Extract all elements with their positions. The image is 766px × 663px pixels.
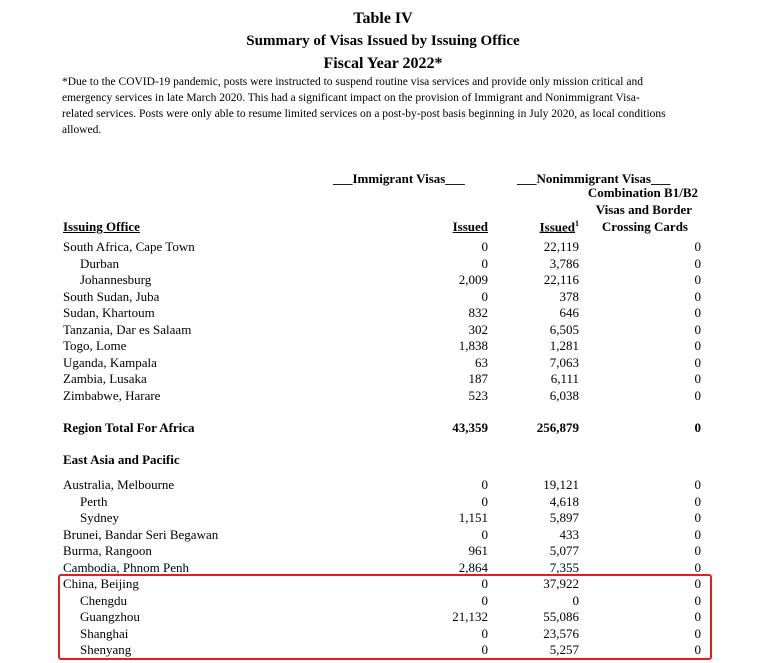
nonimmigrant-issued: 4,618 bbox=[549, 493, 579, 509]
office-name: Burma, Rangoon bbox=[63, 543, 152, 558]
office-name: Perth bbox=[80, 493, 108, 509]
combination-header-line1: Combination B1/B2 bbox=[587, 185, 698, 200]
office-name: Cambodia, Phnom Penh bbox=[63, 559, 190, 575]
nonimmigrant-issued-label: Issued bbox=[539, 219, 575, 235]
table-row bbox=[0, 370, 766, 387]
office-name: Chengdu bbox=[80, 592, 127, 608]
combination-cards: 0 bbox=[694, 526, 701, 542]
nonimmigrant-issued: 37,922 bbox=[543, 576, 579, 591]
table-row bbox=[0, 271, 766, 288]
immigrant-issued: 523 bbox=[468, 387, 488, 403]
nonimmigrant-issued: 646 bbox=[559, 305, 579, 320]
office-name: Region Total For Africa bbox=[63, 420, 195, 435]
combination-cards: 0 bbox=[694, 543, 701, 558]
combination-header-line2: Visas and Border bbox=[595, 202, 692, 217]
nonimmigrant-visas-group-header: ___Nonimmigrant Visas___ bbox=[517, 171, 671, 186]
nonimmigrant-issued-header bbox=[540, 219, 579, 235]
immigrant-issued: 0 bbox=[481, 642, 488, 657]
nonimmigrant-issued: 6,505 bbox=[549, 321, 579, 337]
office-name: Brunei, Bandar Seri Begawan bbox=[63, 526, 219, 542]
highlight-box-china bbox=[58, 574, 712, 660]
office-name: South Sudan, Juba bbox=[63, 288, 160, 304]
nonimmigrant-issued: 256,879 bbox=[536, 420, 579, 435]
table-row bbox=[0, 509, 766, 526]
nonimmigrant-issued: 7,355 bbox=[549, 559, 579, 575]
table-row bbox=[0, 526, 766, 543]
combination-cards: 0 bbox=[694, 387, 701, 403]
combination-cards: 0 bbox=[694, 420, 701, 435]
footnote-line: *Due to the COVID-19 pandemic, posts were instructed to suspend routine visa services and provide only mission critical and bbox=[62, 76, 643, 88]
office-name: Shanghai bbox=[80, 625, 129, 641]
nonimmigrant-issued: 19,121 bbox=[543, 477, 579, 492]
immigrant-issued: 0 bbox=[481, 288, 488, 304]
table-subtitle: Summary of Visas Issued by Issuing Office bbox=[246, 33, 520, 49]
footnote-line: allowed. bbox=[62, 124, 102, 136]
nonimmigrant-issued: 378 bbox=[559, 288, 579, 304]
combination-cards: 0 bbox=[694, 354, 701, 370]
combination-cards: 0 bbox=[694, 321, 701, 337]
immigrant-visas-group-header: ___Immigrant Visas___ bbox=[333, 171, 465, 186]
nonimmigrant-issued: 3,786 bbox=[549, 255, 579, 271]
covid-footnote bbox=[62, 74, 712, 138]
immigrant-issued: 63 bbox=[475, 354, 488, 370]
table-row bbox=[0, 542, 766, 559]
office-name: Australia, Melbourne bbox=[63, 477, 175, 492]
footnote-line: related services. Posts were only able to resume limited services on a post-by-post basis beginning in July 2020, as local conditions bbox=[62, 108, 666, 120]
nonimmigrant-issued: 22,119 bbox=[543, 239, 579, 254]
combination-cards: 0 bbox=[694, 305, 701, 320]
office-name: Zambia, Lusaka bbox=[63, 371, 147, 386]
combination-cards: 0 bbox=[694, 559, 701, 575]
combination-cards: 0 bbox=[694, 642, 701, 657]
combination-cards: 0 bbox=[694, 609, 701, 624]
combination-cards: 0 bbox=[694, 477, 701, 492]
nonimmigrant-issued: 433 bbox=[559, 526, 579, 542]
nonimmigrant-issued: 6,038 bbox=[549, 387, 579, 403]
nonimmigrant-issued: 23,576 bbox=[543, 625, 579, 641]
immigrant-issued: 0 bbox=[481, 625, 488, 641]
nonimmigrant-issued: 5,077 bbox=[549, 543, 579, 558]
office-name: Tanzania, Dar es Salaam bbox=[63, 321, 192, 337]
fiscal-year-title: Fiscal Year 2022* bbox=[323, 55, 443, 72]
table-row bbox=[0, 476, 766, 493]
immigrant-issued: 43,359 bbox=[452, 420, 488, 435]
footnote-superscript: 1 bbox=[575, 219, 579, 228]
table-title: Table IV bbox=[353, 10, 413, 27]
office-name: Sydney bbox=[80, 510, 119, 525]
immigrant-issued-header: Issued bbox=[452, 219, 488, 234]
office-name: Durban bbox=[80, 255, 119, 271]
combination-cards: 0 bbox=[694, 288, 701, 304]
immigrant-issued: 0 bbox=[481, 576, 488, 591]
immigrant-issued: 2,864 bbox=[458, 559, 488, 575]
table-row bbox=[0, 255, 766, 272]
immigrant-issued: 832 bbox=[468, 305, 488, 320]
immigrant-issued: 961 bbox=[468, 543, 488, 558]
combination-cards: 0 bbox=[694, 239, 701, 254]
table-row bbox=[0, 387, 766, 404]
nonimmigrant-issued: 5,897 bbox=[549, 510, 579, 525]
nonimmigrant-issued: 55,086 bbox=[543, 609, 579, 624]
combination-cards: 0 bbox=[694, 272, 701, 287]
nonimmigrant-issued: 22,116 bbox=[543, 272, 579, 287]
combination-cards: 0 bbox=[694, 338, 701, 353]
table-row bbox=[0, 354, 766, 371]
office-name: Shenyang bbox=[80, 642, 132, 657]
office-name: Uganda, Kampala bbox=[63, 354, 157, 370]
office-name: South Africa, Cape Town bbox=[63, 239, 195, 254]
table-row bbox=[0, 559, 766, 576]
table-row bbox=[0, 321, 766, 338]
office-name: Guangzhou bbox=[80, 609, 140, 624]
immigrant-issued: 1,838 bbox=[458, 338, 488, 353]
combination-cards: 0 bbox=[694, 592, 701, 608]
combination-cards: 0 bbox=[694, 625, 701, 641]
office-name: Johannesburg bbox=[80, 272, 152, 287]
immigrant-issued: 0 bbox=[481, 239, 488, 254]
office-name: Zimbabwe, Harare bbox=[63, 387, 161, 403]
office-name: Sudan, Khartoum bbox=[63, 305, 155, 320]
office-name: China, Beijing bbox=[63, 576, 139, 591]
nonimmigrant-issued: 5,257 bbox=[549, 642, 579, 657]
combination-cards: 0 bbox=[694, 576, 701, 591]
nonimmigrant-issued: 1,281 bbox=[549, 338, 579, 353]
footnote-line: emergency services in late March 2020. This had a significant impact on the provision of Immigrant and Nonimmigrant Visa- bbox=[62, 92, 640, 104]
combination-cards: 0 bbox=[694, 493, 701, 509]
table-row bbox=[0, 288, 766, 305]
immigrant-issued: 0 bbox=[481, 526, 488, 542]
table-row bbox=[0, 304, 766, 321]
immigrant-issued: 302 bbox=[468, 321, 488, 337]
immigrant-issued: 1,151 bbox=[458, 510, 488, 525]
combination-header-line3: Crossing Cards bbox=[601, 219, 688, 234]
immigrant-issued: 2,009 bbox=[458, 272, 488, 287]
immigrant-issued: 0 bbox=[481, 592, 488, 608]
table-row bbox=[0, 337, 766, 354]
immigrant-issued: 21,132 bbox=[452, 609, 488, 624]
office-name: Togo, Lome bbox=[63, 338, 127, 353]
table-row bbox=[0, 493, 766, 510]
section-heading-east-asia: East Asia and Pacific bbox=[63, 452, 180, 467]
combination-cards: 0 bbox=[694, 510, 701, 525]
immigrant-issued: 0 bbox=[481, 477, 488, 492]
region-total-row bbox=[0, 419, 766, 436]
nonimmigrant-issued: 0 bbox=[572, 592, 579, 608]
nonimmigrant-issued: 6,111 bbox=[550, 371, 579, 386]
immigrant-issued: 0 bbox=[481, 493, 488, 509]
immigrant-issued: 187 bbox=[468, 371, 488, 386]
combination-cards: 0 bbox=[694, 371, 701, 386]
nonimmigrant-issued: 7,063 bbox=[549, 354, 579, 370]
table-row bbox=[0, 238, 766, 255]
immigrant-issued: 0 bbox=[481, 255, 488, 271]
combination-cards: 0 bbox=[694, 255, 701, 271]
issuing-office-header: Issuing Office bbox=[63, 219, 140, 234]
